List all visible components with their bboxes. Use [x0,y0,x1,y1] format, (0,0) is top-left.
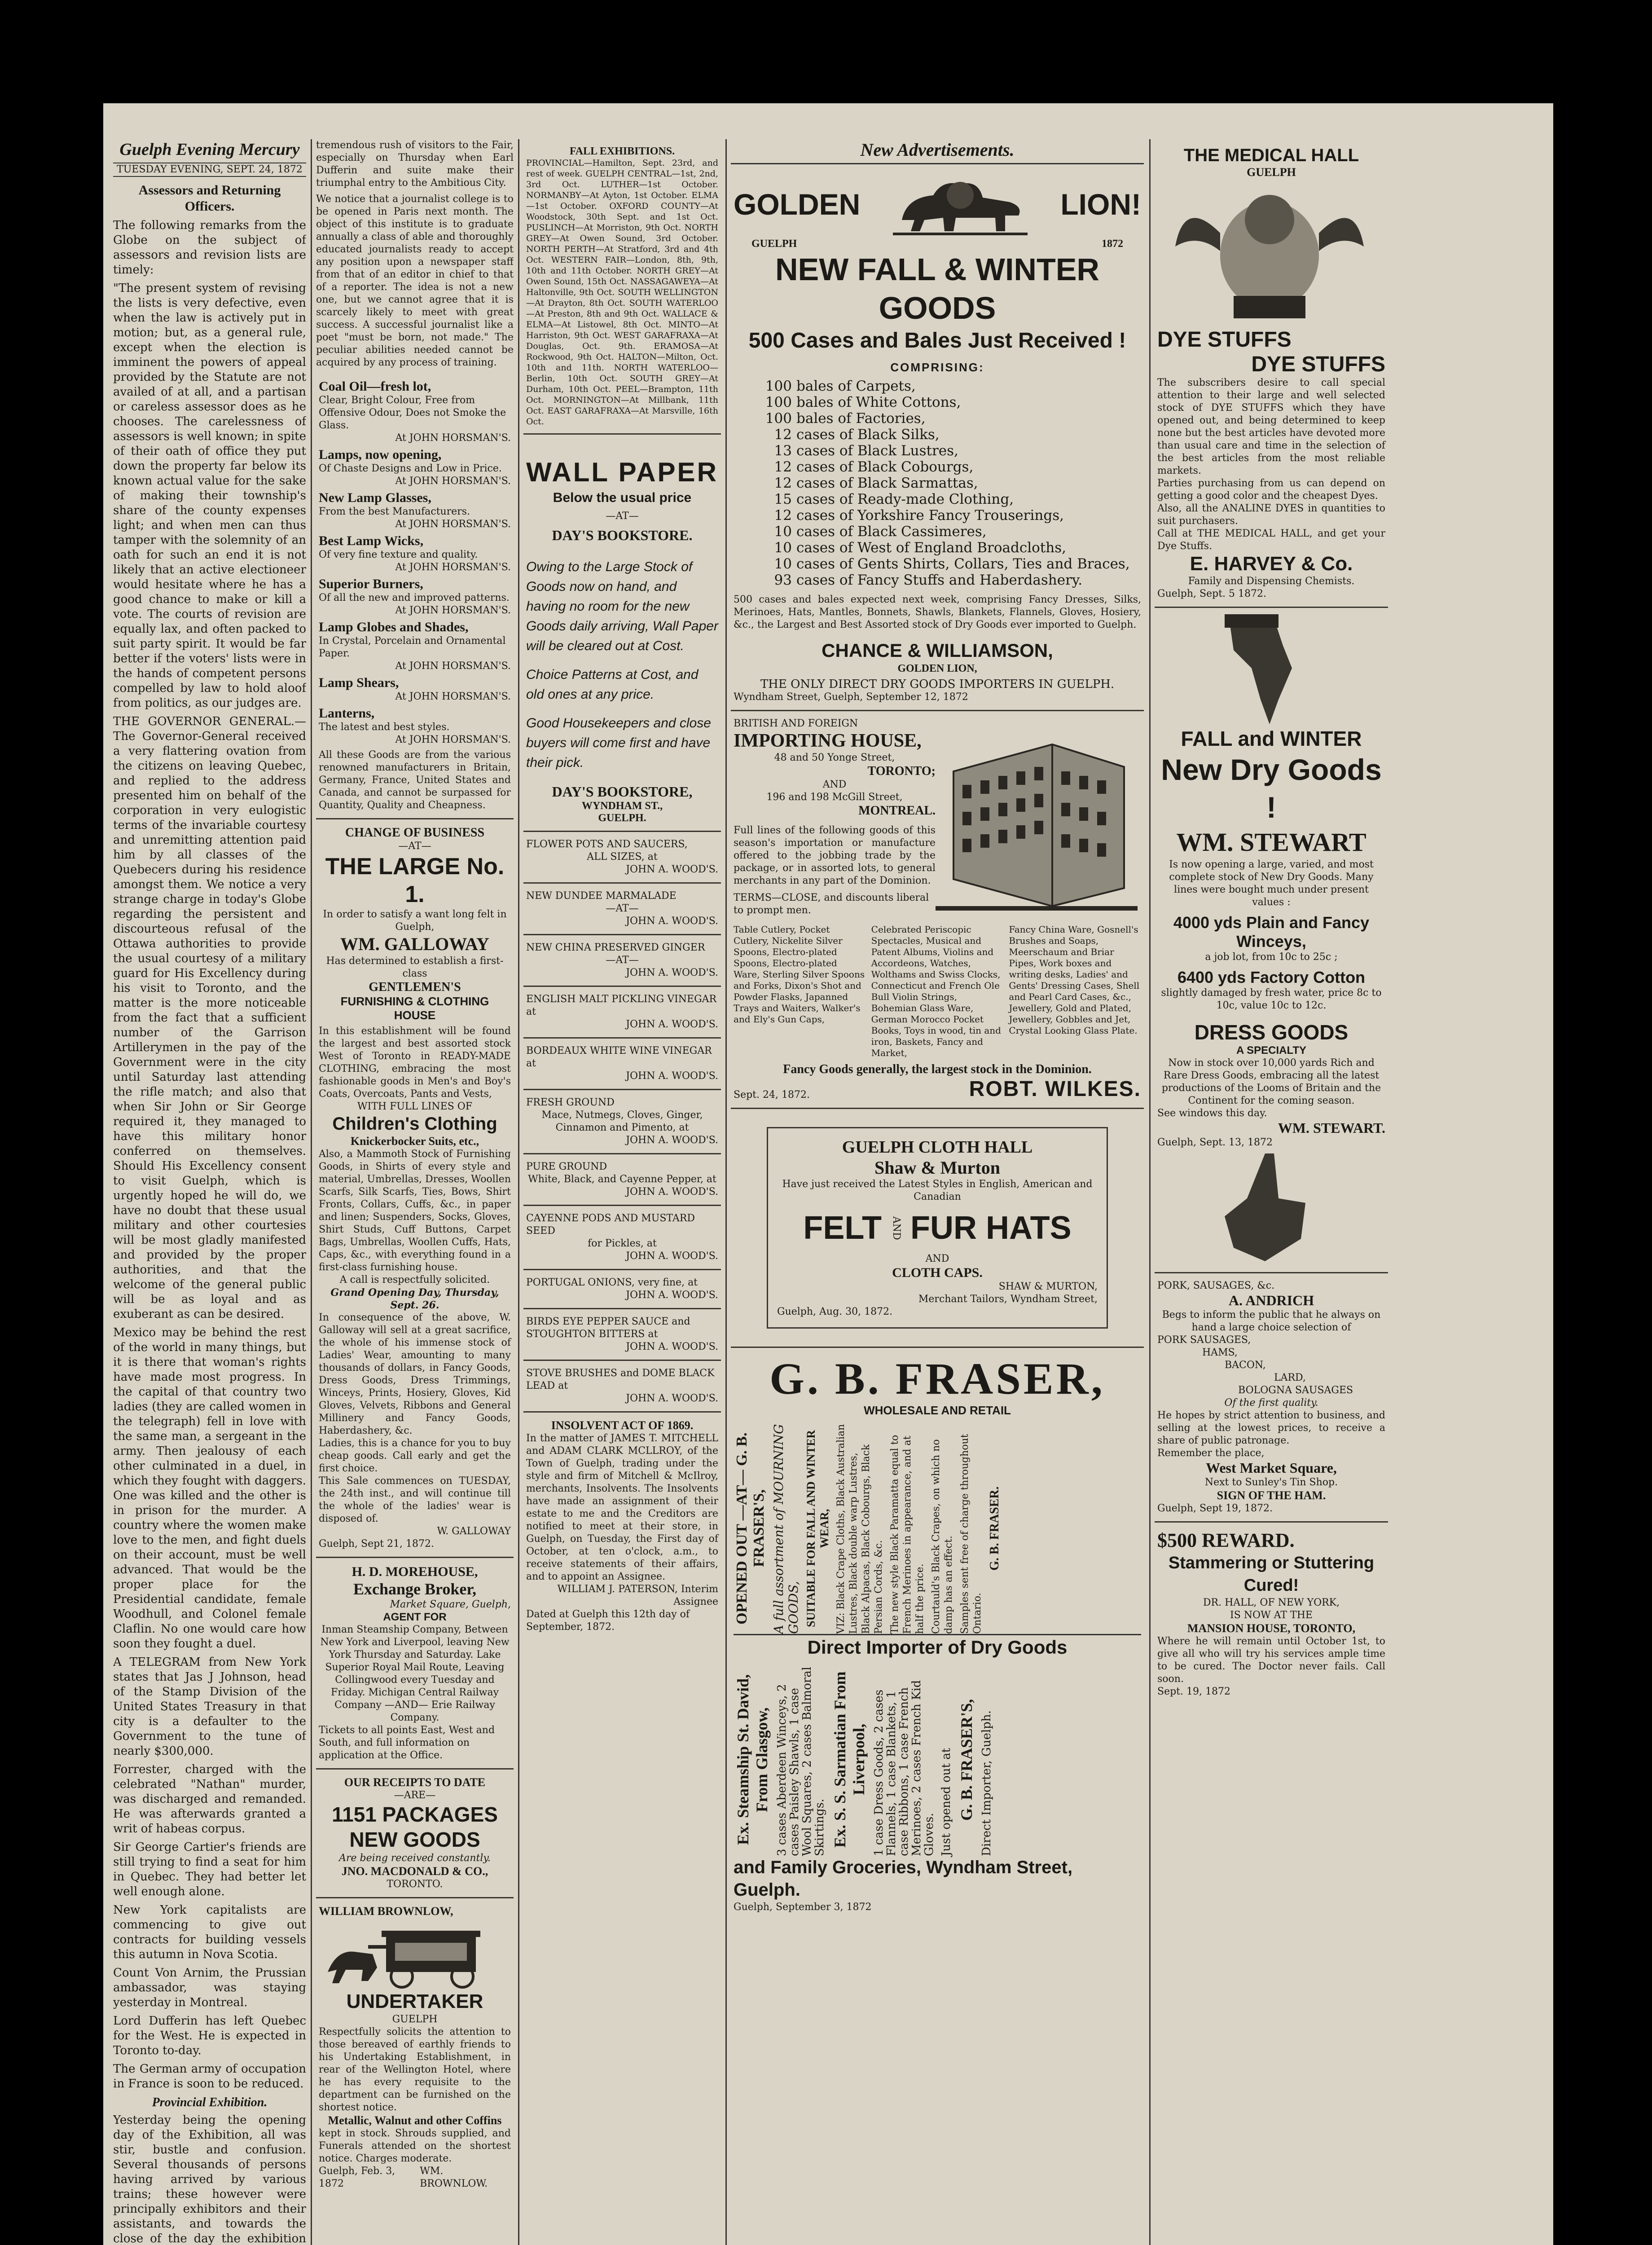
masthead-title: Guelph Evening Mercury [119,140,300,159]
ad-signature: At JOHN HORSMAN'S. [395,519,511,530]
ad-heading: CHANGE OF BUSINESS [345,826,485,840]
ad-big-title: New Dry Goods ! [1161,753,1382,824]
ad-text: Full lines of the following goods of this season's importation or manufacture offered to the jobbing trade by the package, or in assorted lots, to general merchants in any part of the Dominion. [734,825,936,886]
ad-text: Family and Dispensing Chemists. [1188,576,1355,587]
ad-heading: BORDEAUX WHITE WINE VINEGAR at [526,1045,712,1069]
ad-text: GUELPH [751,238,797,250]
ad-text: Mace, Nutmegs, Cloves, Ginger, Cinnamon and Pimento, at [541,1109,703,1133]
ad-text: Begs to inform the public that he always on hand a large choice selection of [1162,1309,1381,1333]
ad-heading: E. HARVEY & Co. [1190,553,1353,575]
ad-signature: JOHN A. WOOD'S. [626,916,718,927]
ad-golden-lion [731,164,1144,711]
ad-heading: Shaw & Murton [874,1158,1001,1178]
ad-text: GUELPH [392,2014,438,2025]
ad-heading: West Market Square, [1206,1460,1337,1476]
ad-heading: FALL and WINTER [1181,727,1362,750]
ad-vertical-text: Courtauld's Black Crapes, on which no damp has an effect. [931,1439,954,1634]
ad-text: Good Housekeepers and close buyers will come first and have their pick. [526,716,711,770]
ad-stammering [1155,1523,1388,1704]
ad-text: WHOLESALE AND RETAIL [864,1404,1011,1417]
ad-vertical-text: Ex. Steamship St. David, From Glasgow, [734,1674,771,1845]
ad-text: Of all the new and improved patterns. [319,592,510,603]
ad-date: Guelph, Aug. 30, 1872. [777,1306,893,1317]
ad-heading: New Lamp Glasses, [319,490,431,505]
ad-signature: At JOHN HORSMAN'S. [395,691,511,702]
ad-vertical-text: OPENED OUT —AT— G. B. FRASER'S, [734,1432,767,1624]
ad-heading: CLOTH CAPS. [892,1265,983,1280]
ad-morehouse [316,1558,514,1770]
ad-text: White, Black, and Cayenne Pepper, at [528,1174,716,1185]
ad-wood [523,1309,721,1361]
ad-text: ALL SIZES, at [587,851,658,863]
ad-wood [523,987,721,1039]
ad-text: 1872 [1102,238,1123,250]
ad-date: Guelph, Sept 19, 1872. [1157,1503,1273,1514]
ad-text: TORONTO; [867,764,936,778]
ad-text: See windows this day. [1157,1108,1267,1119]
ad-big-title: ROBT. WILKES. [969,1077,1141,1101]
masthead-date: TUESDAY EVENING, SEPT. 24, 1872 [113,163,306,177]
ad-date: Guelph, Sept. 13, 1872 [1157,1137,1273,1148]
ad-macdonald [316,1770,514,1898]
ad-heading: Best Lamp Wicks, [319,533,424,548]
ad-heading: Lamps, now opening, [319,447,442,462]
ad-heading: NEW DUNDEE MARMALADE [526,890,677,902]
ad-galloway [316,819,514,1558]
article-paragraph: A TELEGRAM from New York states that Jas J Johnson, head of the Stamp Division of the United States Treasury in that city is a defaulter to the Government to the tune of nearly $300,000. [113,1655,306,1758]
ad-heading: WILLIAM BROWNLOW, [319,1905,453,1918]
ad-heading: 500 Cases and Bales Just Received ! [748,329,1126,352]
ad-text: Of the first quality. [1224,1397,1318,1409]
column-1 [113,139,306,2245]
ad-text: The latest and best styles. [319,722,450,733]
ad-heading: SIGN OF THE HAM. [1217,1489,1326,1502]
ad-text: DR. HALL, OF NEW YORK, [1203,1597,1340,1608]
ad-signature: At JOHN HORSMAN'S. [395,562,511,573]
ad-text: AND [822,779,847,790]
ad-text: 48 and 50 Yonge Street, [774,752,895,763]
ad-text: Table Cutlery, Pocket Cutlery, Nickelite Silver Spoons, Electro-plated Spoons, Electro-plated Ware, Sterling Silver Spoons and Forks, Dixon's Shot and Powder Flasks, Japanned Trays and Waiters, Walker's and Ely's Gun Caps, [734,924,865,1025]
ad-heading: FURNISHING & CLOTHING HOUSE [340,995,489,1022]
ad-text: PROVINCIAL—Hamilton, Sept. 23rd, and rest of week. GUELPH CENTRAL—1st, 2nd, 3rd Oct. LUTHER—1st October. NORMANBY—At Ayton, 1st October. ELMA—1st October. OXFORD COUNTY—At Woodstock, 30th Sept. and 1st Oct. PUSLINCH—At Morriston, 9th Oct. NORTH GREY—At Owen Sound, 3rd October. NORTH PERTH—At Stratford, 3rd and 4th Oct. WESTERN FAIR—London, 8th, 9th, 10th and 11th October. NORTH GREY—At Owen Sound, 15th Oct. NASSAGAWEYA—At Haltonville, 9th Oct. SOUTH WELLINGTON—At Drayton, 8th Oct. SOUTH WATERLOO—At Preston, 8th and 9th Oct. WALLACE & ELMA—At Listowel, 8th Oct. MINTO—At Harriston, 9th Oct. WEST GARAFRAXA—At Douglas, Oct. 9th. ERAMOSA—At Rockwood, 9th Oct. HALTON—Milton, Oct. 10th and 11th. NORTH WATERLOO—Berlin, 10th Oct. SOUTH GREY—At Durham, 10th Oct. PEEL—Brampton, 11th Oct. MORNINGTON—At Millbank, 11th Oct. EAST GARAFRAXA—At Marsville, 16th Oct. [526,158,718,427]
article-paragraph: Sir George Cartier's friends are still trying to find a seat for him in Quebec. They had better let well enough alone. [113,1840,306,1898]
ad-wood [523,1154,721,1206]
ad-heading: Lanterns, [319,706,375,721]
ad-wilkes [731,711,1144,1109]
article-paragraph: tremendous rush of visitors to the Fair, especially on Thursday when Earl Dufferin and suite make their triumphal entry to the Ambitious City. [316,140,514,189]
ad-signature: WILLIAM J. PATERSON, Interim Assignee [557,1584,718,1607]
ad-heading: Fancy Goods generally, the largest stock in the Dominion. [783,1062,1092,1076]
ad-vertical-text: Samples sent free of charge throughout Ontario. [959,1434,983,1634]
ad-text: AND [925,1253,949,1264]
column-rule [311,139,312,2245]
ad-andrich [1155,1273,1388,1523]
ad-text: IS NOW AT THE [1230,1610,1313,1621]
ad-text: Of very fine texture and quality. [319,549,478,560]
ad-big-title: NEW GOODS [349,1828,480,1851]
ad-wood [523,1090,721,1154]
ad-vertical-text: A full assortment of MOURNING GOODS, [771,1424,801,1634]
ad-date: Guelph, Sept 21, 1872. [319,1538,435,1549]
ad-heading: Coal Oil—fresh lot, [319,379,431,394]
ad-fall-exhibitions [523,139,721,435]
list-item: 100 bales of Carpets, [765,378,916,394]
ad-wall-paper [523,435,721,832]
ad-wood [523,1361,721,1413]
ad-vertical-text: G. B. FRASER. [988,1486,1002,1571]
ad-text: In the matter of JAMES T. MITCHELL and ADAM CLARK MCLLROY, of the Town of Guelph, trading under the style and firm of Mitchell & McIlroy, merchants, Insolvents. The Insolvents have made an assignment of their estate to me and the Creditors are notified to meet at their store, in Guelph, on Tuesday, the First day of October, at ten o'clock, a.m., to receive statements of their affairs, and to appoint an Assignee. [526,1433,718,1582]
ad-text: GUELPH [1247,166,1296,179]
ad-vertical-text: SUITABLE FOR FALL AND WINTER WEAR, [804,1430,831,1627]
ad-text: Market Square, Guelph, [390,1599,511,1610]
ad-text: AGENT FOR [383,1611,447,1623]
ad-text: —ARE— [394,1790,436,1801]
ad-text: In Crystal, Porcelain and Ornamental Paper. [319,635,506,659]
ad-text: for Pickles, at [588,1238,657,1249]
ad-heading: ENGLISH MALT PICKLING VINEGAR at [526,994,717,1017]
pointing-hand-icon [1157,614,1382,726]
ad-signature: WM. BROWNLOW. [420,2166,488,2189]
article-paragraph: New York capitalists are commencing to give out contracts for building vessels this autumn in Nova Scotia. [113,1903,306,1961]
ad-wood [523,832,721,884]
ad-text: BOLOGNA SAUSAGES [1238,1385,1353,1396]
hearse-illustration-icon [319,1918,507,1990]
article-paragraph: Mexico may be behind the rest of the world in many things, but it is there that woman's rights have made most progress. In the capital of that country two ladies (they are called women in the telegraph) fell in love with the same man, a sergeant in the army. Then jealousy of each other culminated in a duel, in which they fought with daggers. One was killed and the other is in prison for the murder. A country where the women make love to the men, and fight duels on their account, must be well advanced. That would be the proper place for the Presidential candidate, female Woodhull, and Colonel female Claflin. No one would care how soon they fought a duel. [113,1326,306,1651]
ad-name: WM. GALLOWAY [340,934,489,954]
ad-text: From the best Manufacturers. [319,506,470,517]
ad-heading: and Family Groceries, Wyndham Street, Guelph. [734,1858,1073,1900]
article-paragraph: Forrester, charged with the celebrated "Nathan" murder, was discharged and remanded. He was afterwards granted a writ of habeas corpus. [113,1763,306,1836]
ad-signature: At JOHN HORSMAN'S. [395,432,511,444]
headline-assessors: Assessors and Returning Officers. [138,183,281,214]
ad-signature: At JOHN HORSMAN'S. [395,734,511,745]
cherub-illustration-icon [1157,179,1382,327]
ad-heading: Lamp Globes and Shades, [319,620,469,634]
ad-wood [523,1206,721,1270]
ad-heading: FALL EXHIBITIONS. [569,145,675,157]
article-paragraph: The following remarks from the Globe on the subject of assessors and revision lists are timely: [113,219,306,277]
headline-exhibition: Provincial Exhibition. [152,2095,268,2109]
column-4 [731,139,1144,2245]
ad-signature: WM. STEWART. [1278,1120,1385,1136]
ad-big-title: WALL PAPER [526,457,718,487]
ad-text: 500 cases and bales expected next week, comprising Fancy Dresses, Silks, Merinoes, Hats, Mantles, Bonnets, Shawls, Blankets, Flannels, Gloves, Hosiery, &c., the Largest and Best Assorted stock of Dry Goods ever imported to Guelph. [734,594,1141,630]
ad-date: Guelph, Sept. 5 1872. [1157,588,1267,599]
ad-signature: JOHN A. WOOD'S. [626,864,718,875]
ad-heading: FRESH GROUND [526,1097,615,1108]
ad-vertical-text: 1 case Dress Goods, 2 cases Flannels, 1 case Blankets, 1 case Ribbons, 1 case French Merinoes, 2 cases French Kid Gloves. [872,1680,936,1856]
ad-text: Has determined to establish a first-class [326,955,504,979]
ad-heading: DRESS GOODS [1194,1021,1349,1044]
ad-text: LARD, [1274,1372,1306,1383]
ad-big-title: NEW FALL & WINTER GOODS [775,252,1099,326]
ad-text: MONTREAL. [858,804,936,818]
ad-signature: JOHN A. WOOD'S. [626,1290,718,1301]
ad-vertical-text: Ex. S. S. Sarmatian From Liverpool, [831,1671,868,1848]
ad-signature: At JOHN HORSMAN'S. [395,660,511,672]
ad-wood [523,1039,721,1090]
ad-text: Respectfully solicits the attention to those bereaved of earthly friends to his Undertaking Establishment, in rear of the Wellington Hotel, where he has every requisite to the department can be furnished on the shortest notice. [319,2026,511,2113]
ad-text: Celebrated Periscopic Spectacles, Musical and Patent Albums, Violins and Accordeons, Watches, Wolthams and Swiss Clocks, Connecticut and French Ole Bull Violin Strings, Bohemian Glass Ware, German Morocco Pocket Books, Toys in wood, tin and iron, Baskets, Fancy and Market, [871,924,1001,1058]
ad-heading: 4000 yds Plain and Fancy Winceys, [1173,913,1370,951]
ad-signature: JOHN A. WOOD'S. [626,1186,718,1197]
ad-signature: JOHN A. WOOD'S. [626,1341,718,1352]
ad-heading: Children's Clothing [332,1114,497,1134]
ad-text: BACON, [1225,1360,1266,1371]
ad-text: Ladies, this is a chance for you to buy cheap goods. Call early and get the first choice. [319,1438,511,1474]
ad-heading: DAY'S BOOKSTORE, [552,784,693,800]
ad-text: —AT— [606,903,639,914]
ad-heading: Below the usual price [553,490,692,505]
ad-date: Sept. 19, 1872 [1157,1686,1230,1697]
ad-heading: INSOLVENT ACT OF 1869. [551,1419,694,1432]
column-rule [518,139,519,2245]
list-item: 10 cases of Black Cassimeres, [774,524,987,540]
ad-heading: FLOWER POTS AND SAUCERS, [526,839,688,850]
ad-stewart [1155,608,1388,1273]
list-item: 100 bales of Factories, [765,410,926,427]
ad-text: In this establishment will be found the largest and best assorted stock West of Toronto in READY-MADE CLOTHING, embracing the most fashionable goods in Men's and Boy's Coats, Overcoats, Pants and Vests, [319,1026,511,1100]
ad-text: COMPRISING: [890,361,984,374]
ad-text: Clear, Bright Colour, Free from Offensive Odour, Does not Smoke the Glass. [319,395,506,431]
ad-text: Have just received the Latest Styles in English, American and Canadian [782,1179,1093,1202]
ad-signature: At JOHN HORSMAN'S. [395,605,511,616]
ad-heading: Exchange Broker, [353,1580,477,1598]
ad-heading: PORK, SAUSAGES, &c. [1157,1280,1275,1291]
list-item: 93 cases of Fancy Stuffs and Haberdashery. [774,572,1083,588]
ad-insolvent [523,1413,721,1640]
ad-footer: All these Goods are from the various renowned manufacturers in Britain, Germany, France, United States and Canada, and cannot be surpassed for Quantity, Quality and Cheapness. [319,749,511,811]
ad-text: slightly damaged by fresh water, price 8c to 10c, value 10c to 12c. [1161,987,1382,1011]
column-rule [725,139,727,2245]
ad-heading: THE MEDICAL HALL [1183,145,1359,165]
list-item: 12 cases of Black Cobourgs, [774,459,974,475]
newspaper-page [103,103,1553,2245]
ad-signature: JOHN A. WOOD'S. [626,1019,718,1030]
ad-text: Of Chaste Designs and Low in Price. [319,463,502,474]
ad-signature: JOHN A. WOOD'S. [626,1070,718,1082]
ad-big-title: THE LARGE No. 1. [325,854,505,907]
ad-text: kept in stock. Shrouds supplied, and Funerals attended on the shortest notice. Charges moderate. [319,2128,511,2164]
list-item: 10 cases of Gents Shirts, Collars, Ties and Braces, [774,556,1130,572]
ad-text: a job lot, from 10c to 25c ; [1205,951,1338,963]
ad-date: Guelph, September 3, 1872 [734,1902,872,1913]
column-3 [523,139,721,2245]
goods-list [734,378,1141,588]
ad-fraser [731,1348,1144,1920]
list-item: 15 cases of Ready-made Clothing, [774,491,1014,507]
ad-signature: SHAW & MURTON, [998,1281,1098,1292]
ad-vertical-text: Direct Importer, Guelph. [980,1710,993,1856]
list-item: 13 cases of Black Lustres, [774,443,958,459]
ad-text: 196 and 198 McGill Street, [766,792,903,803]
column-rule [1149,139,1151,2245]
ad-big-title: FELT [803,1210,882,1246]
ad-heading: IMPORTING HOUSE, [734,731,922,751]
ad-big-title: DYE STUFFS [1251,352,1385,376]
ad-text: Also, all the ANALINE DYES in quantities to suit purchasers. [1157,503,1385,527]
article-paragraph: Count Von Arnim, the Prussian ambassador, was staying yesterday in Montreal. [113,1966,306,2009]
ad-text: This Sale commences on TUESDAY, the 24th inst., and will continue till the whole of the ladies' wear is disposed of. [319,1475,511,1524]
pointing-hand-up-icon [1157,1149,1382,1266]
ad-heading: $500 REWARD. [1157,1529,1295,1551]
ad-text: Choice Patterns at Cost, and old ones at any price. [526,667,699,702]
ad-heading: NEW CHINA PRESERVED GINGER [526,942,705,953]
ad-heading: Lamp Shears, [319,675,399,690]
ad-date: Wyndham Street, Guelph, September 12, 1872 [734,691,968,703]
ad-big-title: 1151 PACKAGES [332,1803,498,1826]
ad-vertical-text: The new style Black Paramatta equal to French Merinoes in appearance, and at half the price. [889,1435,926,1634]
ad-heading: Stammering or Stuttering Cured! [1168,1554,1375,1595]
ad-vertical-text: VIZ: Black Crape Cloths, Black Australian Lustres, Black double warp Lustres, Black Alpacas, Black Cobourgs, Black Persian Cords, &c. [835,1424,884,1634]
ad-heading: CAYENNE PODS AND MUSTARD SEED [526,1213,695,1237]
ad-signature: JOHN A. WOOD'S. [626,1393,718,1404]
ad-text: The subscribers desire to call special attention to their large and well selected stock of DYE STUFFS which they have opened out, and being determined to keep none but the best articles have devoted more than usual care and time in the selection of the best articles from the most reliable markets. [1157,377,1385,476]
ad-text: Inman Steamship Company, Between New York and Liverpool, leaving New York Thursday and Saturday. Lake Superior Royal Mail Route, Leaving Collingwood every Tuesday and Friday. Michigan Central Railway Company —AND— Erie Railway Company. [320,1624,510,1723]
ad-text: HAMS, [1202,1347,1238,1358]
ad-heading: GENTLEMEN'S [369,980,461,994]
section-heading: New Advertisements. [731,139,1144,164]
ad-text: Fancy China Ware, Gosnell's Brushes and Soaps, Meerschaum and Briar Pipes, Work boxes and writing desks, Ladies' and Gents' Dressing Cases, Shell and Pearl Card Cases, &c., Jewellery, Gold and Plated, Jewellery, Gobbles and Jet, Crystal Looking Glass Plate. [1009,924,1140,1036]
ad-heading: DAY'S BOOKSTORE. [552,527,693,543]
article-paragraph: We notice that a journalist college is to be opened in Paris next month. The object of this institute is to graduate annually a class of able and thoroughly educated journalists ready to accept any position upon a newspaper staff from that of an editor in chief to that of a reporter. The idea is not a new one, but we cannot agree that it is scarcely likely to meet with great success. A successful journalist like a poet "must be born, not made." The peculiar abilities needed cannot be acquired by any process of training. [316,194,514,368]
ad-big-title: G. B. FRASER, [769,1354,1105,1404]
ad-text: Is now opening a large, varied, and most complete stock of New Dry Goods. Many lines were bought much under present values : [1169,859,1374,908]
ad-cloth-hall [731,1109,1144,1348]
ad-text: —AT— [606,511,639,522]
ad-text: WITH FULL LINES OF [357,1101,473,1112]
ad-heading: PORTUGAL ONIONS, very fine, at [526,1277,698,1288]
ad-horsman [316,373,514,819]
ad-text: Also, a Mammoth Stock of Furnishing Goods, in Shirts of every style and material, Umbrellas, Dresses, Woollen Scarfs, Silk Scarfs, Ties, Bows, Shirt Fronts, Collars, Cuffs, &c., in paper and linen; Suspenders, Socks, Gloves, Shirt Studs, Cuff Buttons, Carpet Bags, Umbrellas, Woollen Cuffs, Hats, Caps, &c., with everything found in a first-class furnishing house. [319,1149,511,1273]
ad-text: AND [890,1216,902,1240]
list-item: 12 cases of Black Silks, [774,427,940,443]
ad-signature: JOHN A. WOOD'S. [626,967,718,978]
ad-text: GUELPH. [598,812,646,824]
article-paragraph: Lord Dufferin has left Quebec for the West. He is expected in Toronto to-day. [113,2014,306,2057]
ad-text: Next to Sunley's Tin Shop. [1204,1477,1338,1488]
ad-date: Guelph, Feb. 3, 1872 [319,2166,395,2189]
ad-vertical-text: Just opened out at [940,1748,953,1856]
ad-text: Where he will remain until October 1st, to give all who will try his services ample time to be cured. The Doctor never fails. Call soon. [1157,1636,1385,1685]
list-item: 12 cases of Yorkshire Fancy Trouserings, [774,507,1064,524]
ad-big-title: LION! [1060,188,1141,221]
ad-wood [523,935,721,987]
ad-big-title: WM. STEWART [1176,828,1366,857]
ad-text: Now in stock over 10,000 yards Rich and Rare Dress Goods, embracing all the latest productions of the Looms of Britain and the Continent for the coming season. [1161,1057,1381,1106]
ad-text: OUR RECEIPTS TO DATE [344,1776,486,1789]
ad-text: BRITISH AND FOREIGN [734,718,858,729]
ad-text: Merchant Tailors, Wyndham Street, [918,1294,1098,1305]
ad-vertical-text: 3 cases Aberdeen Winceys, 2 cases Paisley Shawls, 1 case Wool Squares, 2 cases Balmoral Skirtings. [775,1667,826,1856]
ad-text: —AT— [398,841,431,852]
ad-heading: GUELPH CLOTH HALL [842,1138,1033,1157]
ad-heading: H. D. MOREHOUSE, [351,1564,478,1579]
ad-heading: Direct Importer of Dry Goods [807,1637,1068,1658]
ad-heading: STOVE BRUSHES and DOME BLACK LEAD at [526,1368,715,1391]
list-item: 100 bales of White Cottons, [765,394,961,410]
ad-heading: MANSION HOUSE, TORONTO, [1187,1622,1356,1635]
ad-text: A call is respectfully solicited. [339,1274,490,1285]
ad-text: TORONTO. [387,1879,443,1890]
ad-vertical-text: G. B. FRASER'S, [958,1699,975,1821]
building-illustration-icon [936,718,1138,920]
lion-icon [893,171,1028,238]
ad-text: TERMS—CLOSE, and discounts liberal to prompt men. [734,892,929,916]
article-paragraph: Yesterday being the opening day of the Exhibition, all was stir, bustle and confusion. Several thousands of persons having arrived by various trains; these however were principally exhibitors and their assistants, and towards the close of the day the exhibition [113,2113,306,2245]
ad-text: In consequence of the above, W. Galloway will sell at a great sacrifice, the whole of his immense stock of Ladies' Wear, amounting to many thousands of dollars, in Fancy Goods, Dress Goods, Dress Trimmings, Winceys, Prints, Hosiery, Gloves, Kid Gloves, Velvets, Ribbons and General Millinery and Fancy Goods, Haberdashery, &c. [319,1312,511,1436]
ad-heading: JNO. MACDONALD & CO., [341,1865,488,1878]
ad-big-title: FUR HATS [910,1210,1072,1246]
ad-brownlow [316,1898,514,2197]
ad-text: THE ONLY DIRECT DRY GOODS IMPORTERS IN GUELPH. [760,678,1115,691]
ad-big-title: UNDERTAKER [346,1990,483,2012]
article-paragraph: The German army of occupation in France is soon to be reduced. [113,2062,306,2091]
ad-date: Sept. 24, 1872. [734,1089,810,1100]
ad-wood [523,884,721,935]
ad-heading: Knickerbocker Suits, etc., [350,1135,479,1148]
ad-date: Dated at Guelph this 12th day of September, 1872. [526,1609,690,1633]
ad-text: PORK SAUSAGES, [1157,1334,1251,1346]
ad-medical-hall [1155,139,1388,608]
ad-text: WYNDHAM ST., [581,800,663,812]
column-5 [1155,139,1388,2245]
ad-text: —AT— [606,955,639,966]
list-item: 10 cases of West of England Broadcloths, [774,540,1066,556]
ad-text: GOLDEN LION, [897,663,977,674]
ad-text: Tickets to all points East, West and South, and full information on application at the Office. [319,1725,495,1761]
ad-text: Remember the place, [1157,1448,1265,1459]
ad-signature: JOHN A. WOOD'S. [626,1135,718,1146]
ad-text: Call at THE MEDICAL HALL, and get your Dye Stuffs. [1157,528,1385,552]
ad-text: He hopes by strict attention to business, and selling at the lowest prices, to receive a share of public patronage. [1157,1410,1385,1446]
ad-signature: JOHN A. WOOD'S. [626,1250,718,1262]
ad-big-title: GOLDEN [734,188,861,221]
ad-text: Are being received constantly. [339,1853,491,1864]
ad-wood [523,1270,721,1309]
article-paragraph: "The present system of revising the lists is very defective, even when the law is actively put in motion; but, as a general rule, except when the election is imminent the powers of appeal provided by the Statute are not availed of at all, and a partisan or careless assessor does as he chooses. The carelessness of assessors is well known; in spite of their oath of office they put down the property far below its known actual value for the sake of making their township's share of the county expenses light; and when men can thus tamper with the solemnity of an oath for such an end it is not likely that an active electioneer would hesitate where he has a good chance to make or kill a vote. The courts of revision are equally lax, and often packed to suit party spirit. It would be far better if the voters' lists were in the hands of competent persons compelled by law to hold aloof from politics, as our judges are. [113,282,306,710]
ad-heading: Metallic, Walnut and other Coffins [328,2114,502,2127]
column-2 [316,139,514,2245]
ad-signature: At JOHN HORSMAN'S. [395,475,511,487]
ad-heading: BIRDS EYE PEPPER SAUCE and STOUGHTON BITTERS at [526,1316,690,1340]
ad-text: A SPECIALTY [1236,1044,1306,1056]
ad-heading: Superior Burners, [319,577,423,591]
list-item: 12 cases of Black Sarmattas, [774,475,978,491]
ad-heading: A. ANDRICH [1228,1292,1314,1308]
ad-heading: 6400 yds Factory Cotton [1177,968,1366,986]
ad-heading: PURE GROUND [526,1161,607,1172]
ad-text: Parties purchasing from us can depend on getting a good color and the cheapest Dyes. [1157,478,1385,502]
ad-signature: W. GALLOWAY [437,1526,511,1537]
ad-text: In order to satisfy a want long felt in Guelph, [323,909,507,933]
ad-big-title: DYE STUFFS [1157,328,1292,352]
ad-text: Grand Opening Day, Thursday, Sept. 26. [330,1287,499,1311]
ad-text: Owing to the Large Stock of Goods now on hand, and having no room for the new Goods daily arriving, Wall Paper will be cleared out at Cost. [526,559,718,653]
ad-heading: CHANCE & WILLIAMSON, [822,640,1053,661]
article-paragraph: THE GOVERNOR GENERAL.—The Governor-General received a very flattering ovation from the citizens on leaving Quebec, and replied to the address presented him on behalf of the corporation in very eulogistic terms of the invariable courtesy and unremitting attention paid him by all classes of the Quebecers during his residence amongst them. We notice a very strange charge in today's Globe regarding the persistent and discourteous refusal of the Ottawa authorities to provide the usual courtesy of a military guard for His Excellency during his visit to Toronto, and the matter is the more noticeable from the fact that a sufficient number of the Garrison Artillerymen in the pay of the Government were in the city until Saturday last attending the rifle match; and also that when Sir John or Sir George required it, they managed to have this military honor conferred on themselves. Should His Excellency consent to visit Guelph, which is urgently hoped he will do, we have no doubt that these usual military and other courtesies will be most gladly manifested and provided by the proper authorities, and that the welcome of the general public will be as loyal and as exuberant as can be desired. [113,715,306,1321]
